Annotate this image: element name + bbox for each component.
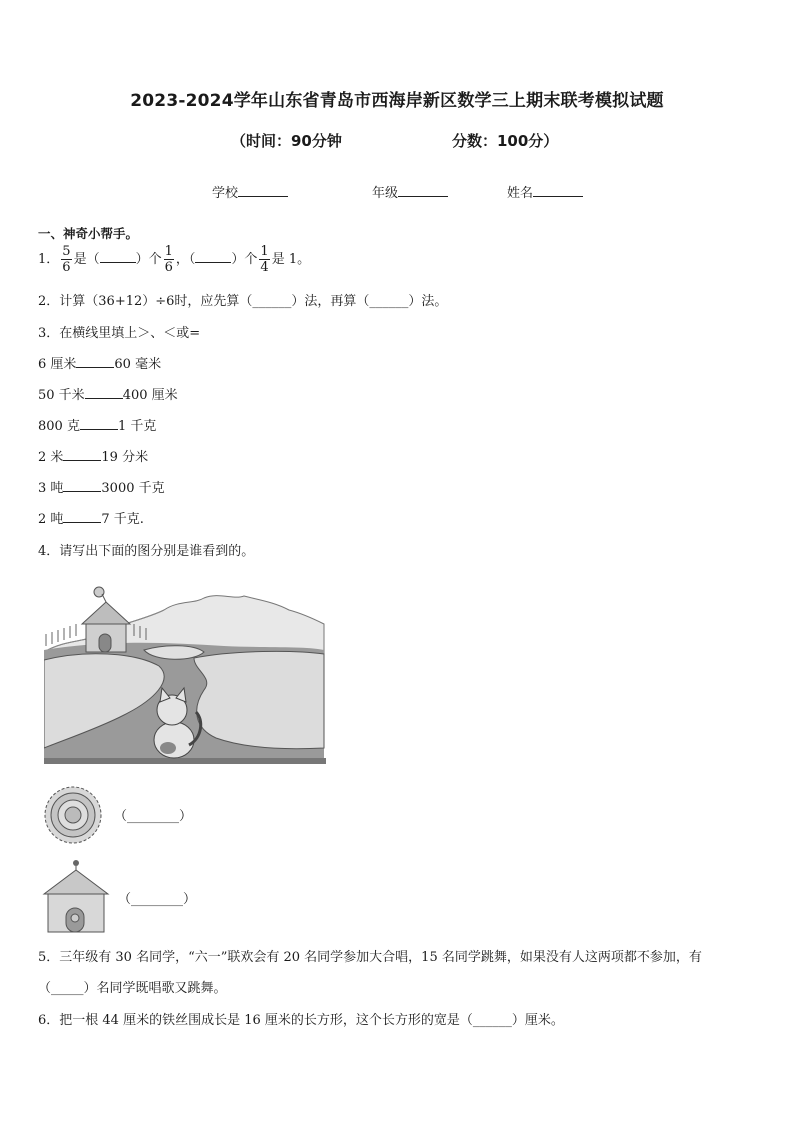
compare-blank[interactable] [63, 510, 101, 523]
question-1: 1． $\frac{5}{6}$ 是（ ）个 $\frac{1}{6}$ ，（ ）个 $\frac{1}{4}$ 是 1。 [38, 244, 311, 275]
compare-blank[interactable] [63, 479, 101, 492]
compare-row: 6 厘米 60 毫米 [38, 357, 162, 372]
question-4: 4．请写出下面的图分别是谁看到的。 [38, 544, 255, 559]
grade-field [372, 182, 448, 201]
compare-row: 3 吨 3000 千克 [38, 481, 165, 496]
sun-top-view-icon [38, 785, 108, 845]
page-title: 2023-2024学年山东省青岛市西海岸新区数学三上期末联考模拟试题 [130, 91, 664, 111]
name-label: 姓名 [507, 186, 534, 201]
house-front-view-icon [40, 856, 112, 936]
landscape-illustration [44, 580, 326, 764]
compare-blank[interactable] [76, 355, 114, 368]
q4-answer-1[interactable]: （________） [114, 809, 193, 824]
compare-row: 50 千米 400 厘米 [38, 388, 178, 403]
question-3: 3．在横线里填上＞、＜或= [38, 326, 201, 341]
compare-row: 2 吨 7 千克. [38, 512, 144, 527]
school-label: 学校 [212, 186, 239, 201]
school-field [212, 182, 288, 201]
grade-blank[interactable] [398, 184, 448, 197]
exam-score: 分数：100分） [452, 132, 559, 150]
section-heading: 一、神奇小帮手。 [38, 226, 139, 241]
fraction-1-6: $\frac{1}{6}$ [164, 244, 173, 275]
q4-answer-2[interactable]: （________） [118, 892, 197, 907]
compare-blank[interactable] [80, 417, 118, 430]
compare-blank[interactable] [85, 386, 123, 399]
q1-blank-1[interactable] [100, 250, 136, 263]
fraction-5-6: $\frac{5}{6}$ [62, 244, 71, 275]
house-icon [82, 587, 130, 652]
question-2: 2．计算（36+12）÷6时，应先算（______）法，再算（______）法。 [38, 294, 448, 309]
q1-blank-2[interactable] [195, 250, 231, 263]
exam-time: （时间：90分钟 [231, 132, 342, 150]
name-field [507, 182, 583, 201]
fraction-1-4: $\frac{1}{4}$ [260, 244, 269, 275]
grade-label: 年级 [372, 186, 399, 201]
compare-row: 2 米 19 分米 [38, 450, 149, 465]
q1-number: 1． [38, 252, 60, 267]
name-blank[interactable] [533, 184, 583, 197]
question-5-line-2: （_____）名同学既唱歌又跳舞。 [38, 981, 227, 996]
question-5-line-1: 5．三年级有 30 名同学，“六一”联欢会有 20 名同学参加大合唱，15 名同学跳舞，如果没有人这两项都不参加，有 [38, 950, 702, 965]
question-6: 6．把一根 44 厘米的铁丝围成长是 16 厘米的长方形，这个长方形的宽是（______）厘米。 [38, 1013, 564, 1028]
compare-row: 800 克 1 千克 [38, 419, 157, 434]
school-blank[interactable] [238, 184, 288, 197]
compare-blank[interactable] [63, 448, 101, 461]
